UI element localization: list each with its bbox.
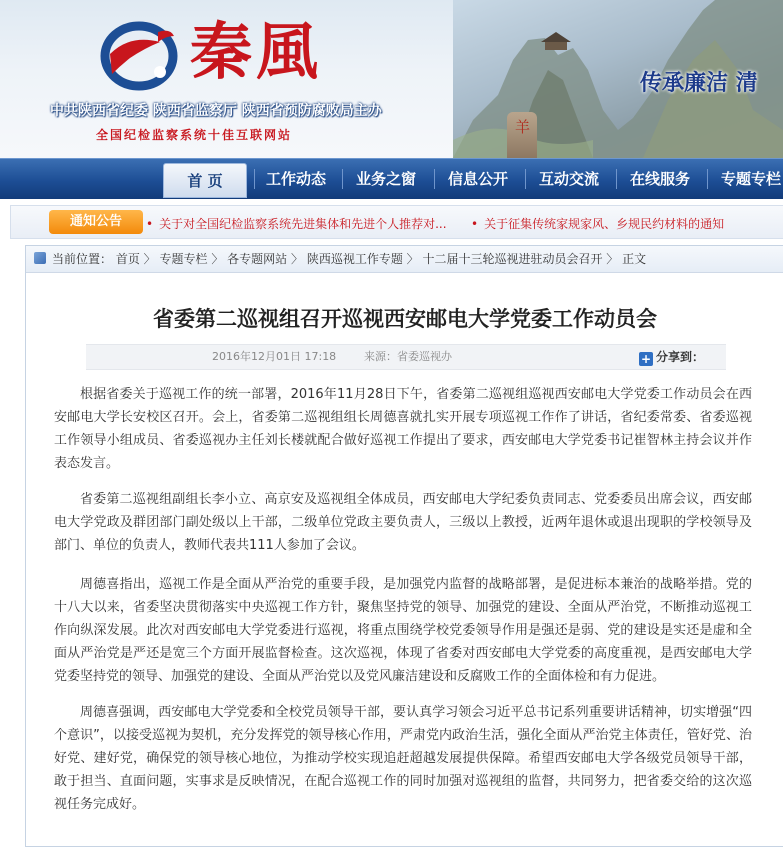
nav-online-service[interactable]: 在线服务 [630, 170, 691, 188]
main-nav [0, 158, 783, 199]
nav-divider [707, 169, 708, 189]
nav-interaction[interactable]: 互动交流 [539, 170, 600, 188]
breadcrumb-separator: 〉 [287, 252, 307, 266]
nav-divider [342, 169, 343, 189]
nav-divider [434, 169, 435, 189]
nav-business-window[interactable]: 业务之窗 [356, 170, 417, 188]
article-date: 2016年12月01日 17:18 [212, 350, 337, 363]
article-title: 省委第二巡视组召开巡视西安邮电大学党委工作动员会 [153, 307, 657, 331]
breadcrumb-prefix: 当前位置： [52, 252, 113, 266]
article-paragraph: 周德喜指出，巡视工作是全面从严治党的重要手段，是加强党内监督的战略部署，是促进标本兼治的战略举措。党的十八大以来，省委坚决贯彻落实中央巡视工作方针，聚焦坚持党的领导、加强党的建设、全面从严治党，不断推动巡视工作向纵深发展。此次对西安邮电大学党委进行巡视，将重点围绕学校党委领导作用是强还是弱、党的建设是实还是虚和全面从严治党是严还是宽三个方面开展监督检查。这次巡视，体现了省委对西安邮电大学党委的高度重视，是西安邮电大学党委坚持党的领导、加强党的建设、全面从严治党以及党风廉洁建设和反腐败工作的全面体检和有力促进。 [54, 577, 752, 684]
article-source: 来源：省委巡视办 [364, 350, 452, 363]
notice-label: 通知公告 [49, 210, 143, 234]
notice-link-1[interactable] [146, 215, 447, 232]
bullet-icon: • [146, 217, 154, 231]
content-frame [25, 245, 783, 847]
logo-title: 秦風 [190, 15, 323, 88]
notice-link-2[interactable] [471, 215, 724, 232]
nav-special-topics[interactable]: 专题专栏 [721, 170, 782, 188]
nav-info-disclosure[interactable]: 信息公开 [448, 170, 509, 188]
breadcrumb-home[interactable]: 首页 [115, 252, 140, 266]
nav-work-news[interactable]: 工作动态 [266, 170, 327, 188]
share-label: 分享到： [656, 350, 705, 364]
site-header [0, 0, 783, 158]
article-paragraph: 根据省委关于巡视工作的统一部署，2016年11月28日下午，省委第二巡视组巡视西安邮电大学党委工作动员会在西安邮电大学长安校区召开。会上，省委第二巡视组组长周德喜就扎实开展专项巡视工作作了讲话，省纪委常委、省委巡视工作领导小组成员、省委巡视办主任刘长楼就配合做好巡视工作提出了要求，西安邮电大学党委书记崔智林主持会议并作表态发言。 [54, 387, 752, 471]
breadcrumb-topic-sites[interactable]: 各专题网站 [227, 252, 288, 266]
breadcrumb-separator: 〉 [602, 252, 623, 266]
nav-divider [525, 169, 526, 189]
breadcrumb-inspection-topic[interactable]: 陕西巡视工作专题 [306, 252, 403, 266]
article-meta [86, 344, 726, 370]
notice-link-text[interactable]: 关于征集传统家规家风、乡规民约材料的通知 [484, 217, 725, 231]
article-paragraph: 周德喜强调，西安邮电大学党委和全校党员领导干部，要认真学习领会习近平总书记系列重要讲话精神，切实增强“四个意识”，以接受巡视为契机，充分发挥党的领导核心作用，严肃党内政治生活，强化全面从严治党主体责任，管好党、治好党、建好党，确保党的领导核心地位，为推动学校实现追赶超越发展提供保障。希望西安邮电大学各级党员领导干部，敢于担当、直面问题，实事求是反映情况，在配合巡视工作的同时加强对巡视组的监督，共同努力，把省委交给的这次巡视任务完成好。 [54, 705, 752, 812]
share-button[interactable] [639, 349, 704, 365]
bullet-icon: • [471, 217, 479, 231]
stone-inscription: 羊 [515, 118, 531, 136]
nav-divider [254, 169, 255, 189]
location-icon [34, 252, 46, 264]
breadcrumb-separator: 〉 [402, 252, 423, 266]
breadcrumb-separator: 〉 [139, 252, 160, 266]
breadcrumb-mobilization-meeting[interactable]: 十二届十三轮巡视进驻动员会召开 [422, 252, 603, 266]
article-body [54, 383, 752, 829]
nav-home[interactable]: 首 页 [163, 163, 247, 198]
notice-link-text[interactable]: 关于对全国纪检监察系统先进集体和先进个人推荐对... [159, 217, 447, 231]
header-subtitle: 中共陕西省纪委 陕西省监察厅 陕西省预防腐败局主办 [50, 103, 382, 119]
notice-bar [10, 205, 783, 239]
breadcrumb-separator: 〉 [207, 252, 228, 266]
logo-icon [100, 14, 178, 92]
header-slogan: 传承廉洁 清 [640, 70, 758, 96]
header-award-text: 全国纪检监察系统十佳互联网站 [96, 128, 293, 142]
breadcrumb-special-topics[interactable]: 专题专栏 [159, 252, 208, 266]
plus-icon: + [640, 352, 652, 366]
article-paragraph: 省委第二巡视组副组长李小立、高京安及巡视组全体成员，西安邮电大学纪委负责同志、党委委员出席会议，西安邮电大学党政及群团部门副处级以上干部，二级单位党政主要负责人，三级以上教授，近两年退休或退出现职的学校领导及部门、单位的负责人，教师代表共111人参加了会议。 [54, 492, 752, 553]
breadcrumb [26, 246, 783, 273]
breadcrumb-current: 正文 [622, 252, 647, 266]
nav-divider [616, 169, 617, 189]
